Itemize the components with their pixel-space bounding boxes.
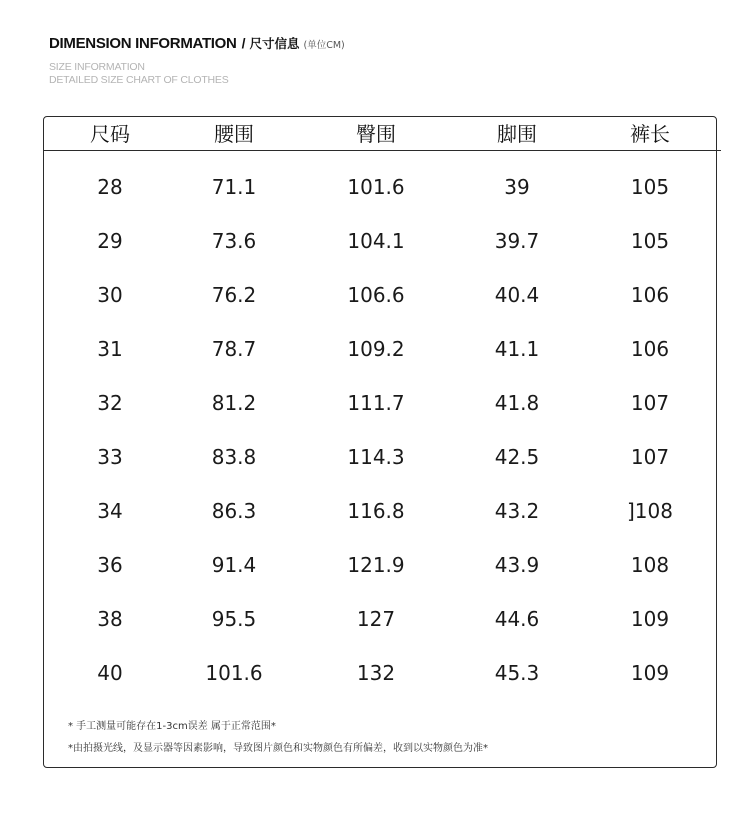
table-cell: 127 bbox=[356, 607, 396, 631]
table-header-divider bbox=[43, 150, 721, 151]
table-cell: 108 bbox=[630, 553, 670, 577]
table-cell: 114.3 bbox=[347, 445, 405, 469]
unit-label: (单位CM) bbox=[303, 40, 345, 51]
table-cell: 107 bbox=[630, 445, 670, 469]
table-cell: 28 bbox=[97, 175, 123, 199]
table-cell: 86.3 bbox=[211, 499, 257, 523]
table-cell: 101.6 bbox=[347, 175, 405, 199]
table-cell: 106 bbox=[630, 283, 670, 307]
title-line bbox=[49, 34, 345, 52]
table-cell: 101.6 bbox=[205, 661, 263, 685]
table-cell: 106.6 bbox=[347, 283, 405, 307]
table-cell: 104.1 bbox=[347, 229, 405, 253]
table-cell: 109 bbox=[630, 607, 670, 631]
table-cell: 105 bbox=[630, 229, 670, 253]
table-cell: 44.6 bbox=[494, 607, 540, 631]
column-header-waist: 腰围 bbox=[214, 122, 254, 146]
table-cell: 71.1 bbox=[211, 175, 257, 199]
subtitle-size-information: SIZE INFORMATION bbox=[49, 61, 145, 73]
table-cell: 111.7 bbox=[347, 391, 405, 415]
table-cell: 116.8 bbox=[347, 499, 405, 523]
table-cell: 109.2 bbox=[347, 337, 405, 361]
table-cell: 42.5 bbox=[494, 445, 540, 469]
table-cell: 41.8 bbox=[494, 391, 540, 415]
subtitle-detailed-size-chart: DETAILED SIZE CHART OF CLOTHES bbox=[49, 74, 229, 86]
table-cell: 41.1 bbox=[494, 337, 540, 361]
table-cell: 34 bbox=[97, 499, 123, 523]
table-cell: 45.3 bbox=[494, 661, 540, 685]
color-difference-note: *由拍摄光线，及显示器等因素影响，导致图片颜色和实物颜色有所偏差，收到以实物颜色为准* bbox=[68, 743, 488, 754]
table-cell: ]108 bbox=[627, 499, 673, 523]
table-cell: 39 bbox=[504, 175, 530, 199]
page-header bbox=[49, 34, 345, 87]
table-cell: 132 bbox=[356, 661, 396, 685]
table-cell: 83.8 bbox=[211, 445, 257, 469]
table-cell: 36 bbox=[97, 553, 123, 577]
table-cell: 43.9 bbox=[494, 553, 540, 577]
table-cell: 30 bbox=[97, 283, 123, 307]
table-cell: 32 bbox=[97, 391, 123, 415]
table-cell: 39.7 bbox=[494, 229, 540, 253]
table-cell: 121.9 bbox=[347, 553, 405, 577]
table-cell: 33 bbox=[97, 445, 123, 469]
title-english: DIMENSION INFORMATION bbox=[49, 35, 237, 52]
table-cell: 95.5 bbox=[211, 607, 257, 631]
table-cell: 43.2 bbox=[494, 499, 540, 523]
title-chinese: 尺寸信息 bbox=[249, 36, 300, 51]
table-cell: 81.2 bbox=[211, 391, 257, 415]
table-cell: 29 bbox=[97, 229, 123, 253]
title-separator: / bbox=[241, 35, 246, 51]
table-cell: 40 bbox=[97, 661, 123, 685]
table-cell: 91.4 bbox=[211, 553, 257, 577]
table-cell: 40.4 bbox=[494, 283, 540, 307]
table-cell: 78.7 bbox=[211, 337, 257, 361]
column-header-leg-opening: 脚围 bbox=[497, 122, 537, 146]
table-cell: 105 bbox=[630, 175, 670, 199]
table-cell: 73.6 bbox=[211, 229, 257, 253]
table-cell: 106 bbox=[630, 337, 670, 361]
table-cell: 38 bbox=[97, 607, 123, 631]
column-header-hip: 臀围 bbox=[356, 122, 396, 146]
measurement-error-note: * 手工测量可能存在1-3cm误差 属于正常范围* bbox=[68, 721, 276, 732]
table-cell: 76.2 bbox=[211, 283, 257, 307]
table-cell: 31 bbox=[97, 337, 123, 361]
table-cell: 109 bbox=[630, 661, 670, 685]
column-header-size: 尺码 bbox=[90, 122, 130, 146]
column-header-length: 裤长 bbox=[630, 122, 670, 146]
table-cell: 107 bbox=[630, 391, 670, 415]
